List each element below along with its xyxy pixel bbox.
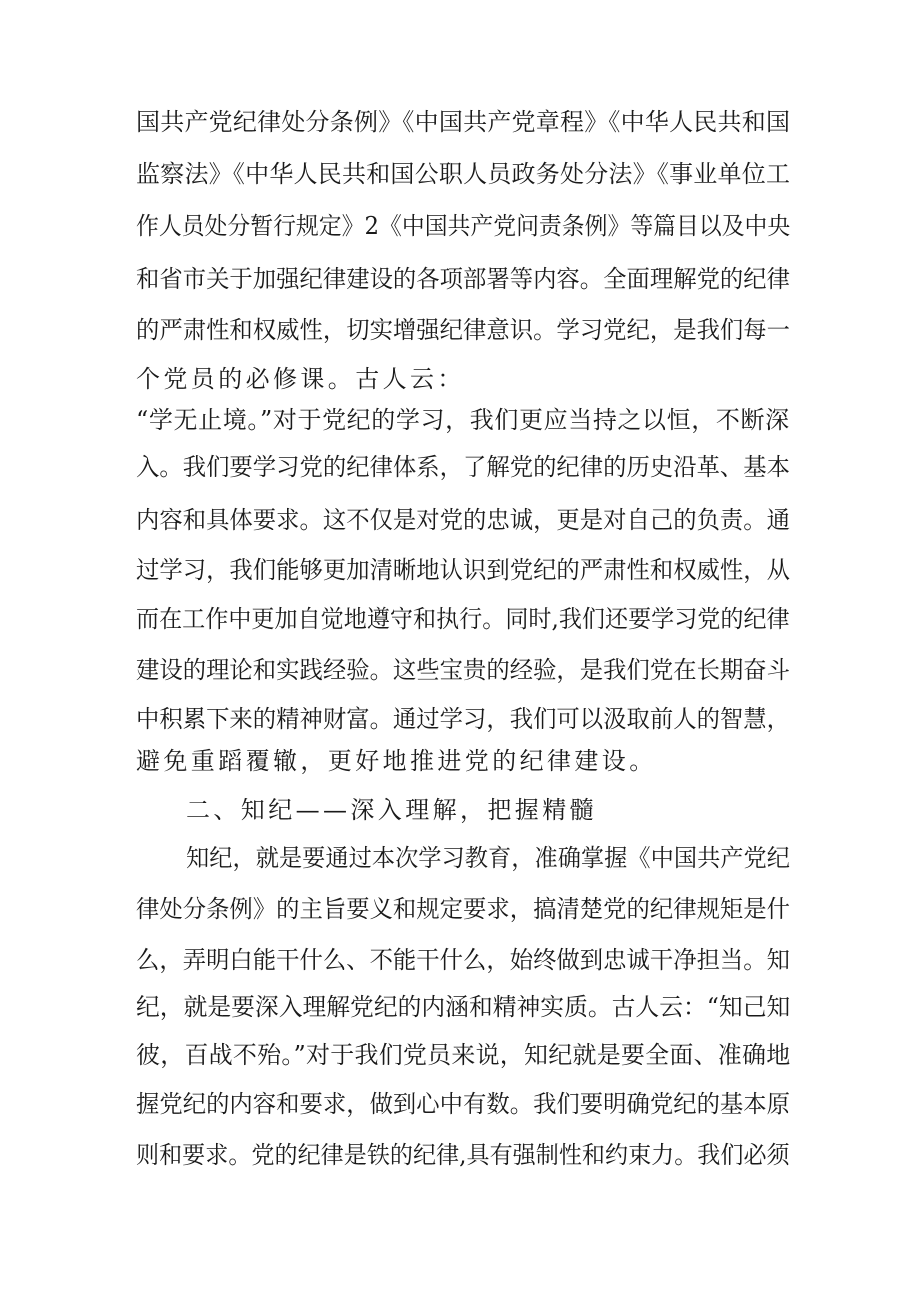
text-line: 纪，就是要深入理解党纪的内涵和精神实质。古人云：“知己知	[136, 993, 791, 1021]
text-line: 知纪，就是要通过本次学习教育，准确掌握《中国共产党纪	[186, 844, 790, 872]
text-line: 过学习，我们能够更加清晰地认识到党纪的严肃性和权威性，从	[136, 556, 790, 584]
text-line: 的严肃性和权威性，切实增强纪律意识。学习党纪，是我们每一	[136, 316, 790, 344]
text-line: 律处分条例》的主旨要义和规定要求，搞清楚党的纪律规矩是什	[136, 895, 790, 923]
text-line: 握党纪的内容和要求，做到心中有数。我们要明确党纪的基本原	[136, 1090, 790, 1118]
text-line: 内容和具体要求。这不仅是对党的忠诚，更是对自己的负责。通	[136, 506, 790, 534]
text-line: 么，弄明白能干什么、不能干什么，始终做到忠诚干净担当。知	[136, 946, 790, 974]
section-heading: 二、知纪——深入理解，把握精髓	[186, 796, 597, 824]
text-line: 作人员处分暂行规定》2《中国共产党问责条例》等篇目以及中央	[136, 212, 791, 240]
text-line: 个党员的必修课。古人云：	[136, 365, 465, 393]
text-line: 则和要求。党的纪律是铁的纪律,具有强制性和约束力。我们必须	[136, 1141, 790, 1169]
text-line: 而在工作中更加自觉地遵守和执行。同时,我们还要学习党的纪律	[136, 605, 790, 633]
text-line: 建设的理论和实践经验。这些宝贵的经验，是我们党在长期奋斗	[136, 656, 790, 684]
text-line: 避免重蹈覆辙，更好地推进党的纪律建设。	[136, 747, 657, 775]
text-line: 彼，百战不殆。”对于我们党员来说，知纪就是要全面、准确地	[136, 1041, 791, 1069]
text-line: 入。我们要学习党的纪律体系，了解党的纪律的历史沿革、基本	[136, 453, 790, 481]
text-line: 监察法》《中华人民共和国公职人员政务处分法》《事业单位工	[136, 160, 791, 188]
text-line: 国共产党纪律处分条例》《中国共产党章程》《中华人民共和国	[136, 108, 791, 136]
text-line: 中积累下来的精神财富。通过学习，我们可以汲取前人的智慧，	[136, 705, 790, 733]
text-line: 和省市关于加强纪律建设的各项部署等内容。全面理解党的纪律	[136, 265, 790, 293]
text-line: “学无止境。”对于党纪的学习，我们更应当持之以恒，不断深	[136, 406, 790, 434]
